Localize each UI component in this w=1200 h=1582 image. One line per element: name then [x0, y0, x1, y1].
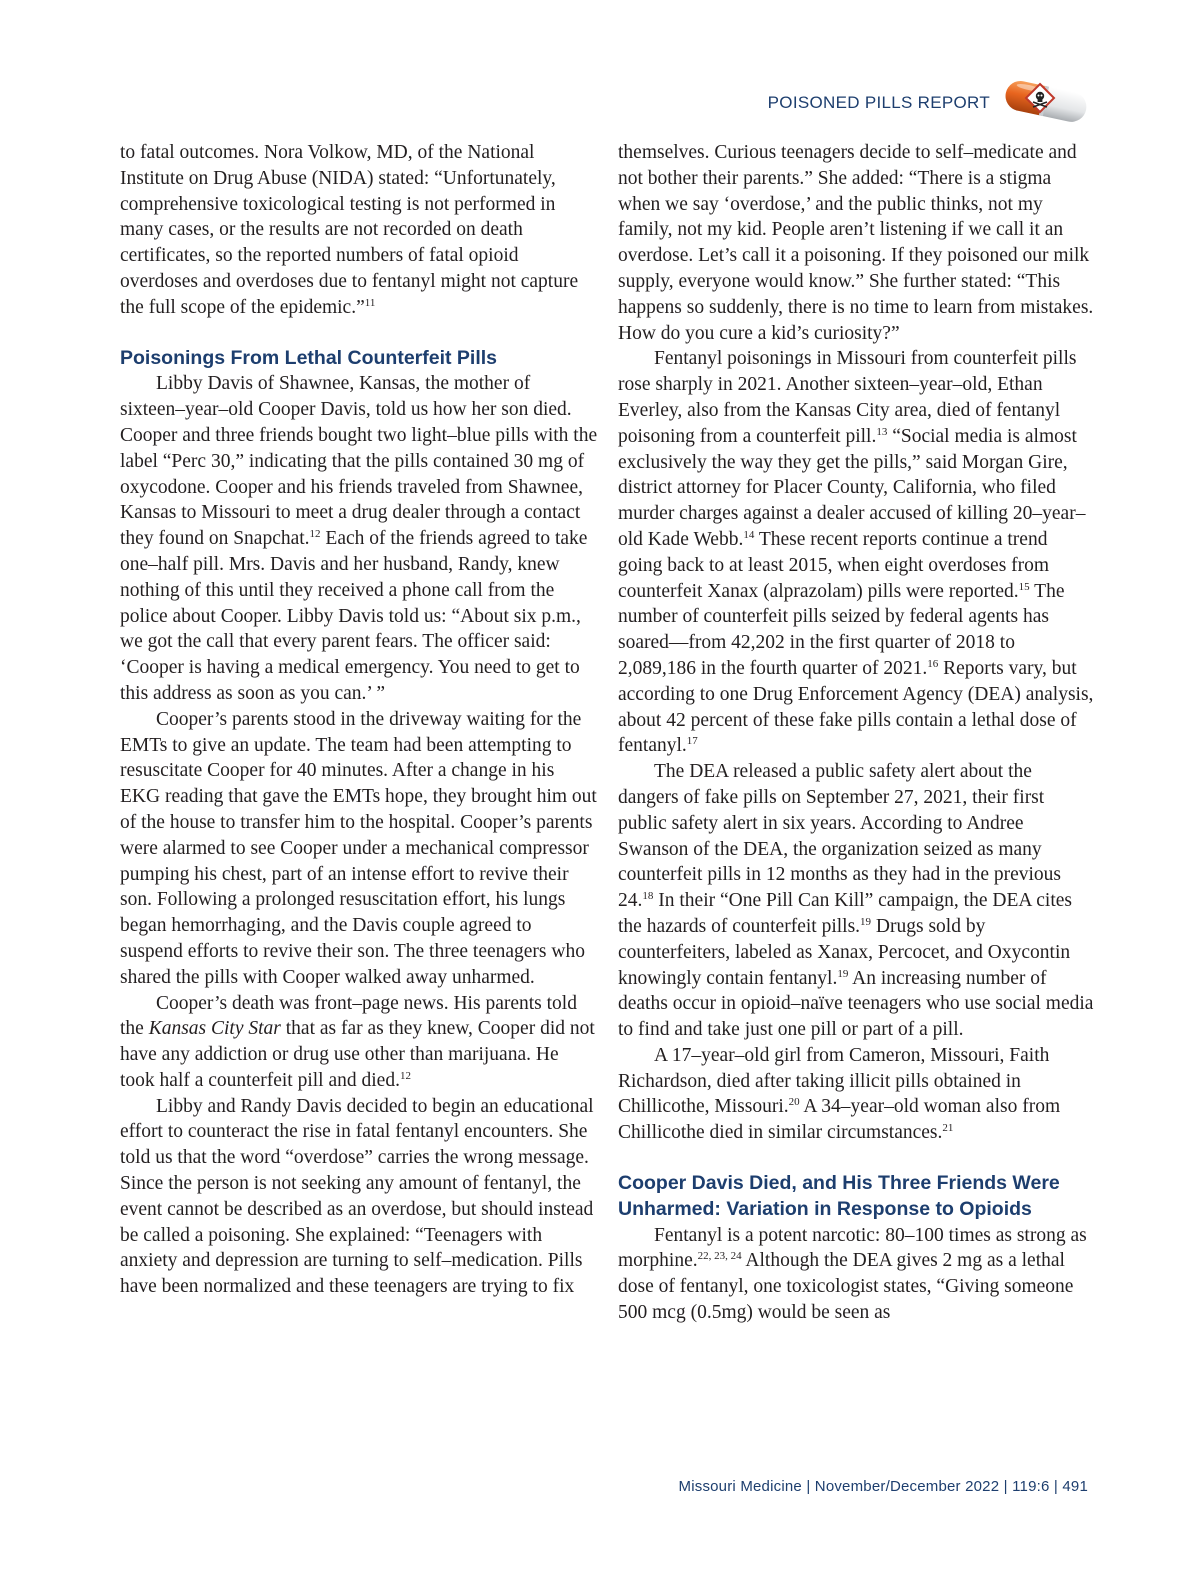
footnote-ref: 13: [876, 425, 888, 438]
publication-title: Kansas City Star: [148, 1018, 281, 1040]
paragraph: Fentanyl poisonings in Missouri from counterfeit pills rose sharply in 2021. Another sixteen–year–old, Ethan Everley, also from the Kansas City area, died of fentanyl poisoning from a counterfeit pill.$^{13}$ “Social media is almost exclusively the way they get the pills,” said Morgan Gire, district attorney for Placer County, California, who filed murder charges against a dealer accused of killing 20–year–old Kade Webb.$^{14}$ These recent reports continue a trend going back to at least 2015, when eight overdoses from counterfeit Xanax (alprazolam) pills were reported.$^{15}$ The number of counterfeit pills seized by federal agents has soared—from 42,202 in the first quarter of 2018 to 2,089,186 in the fourth quarter of 2021.16 Reports vary, but according to one Drug Enforcement Agency (DEA) analysis, about 42 percent of these fake pills contain a lethal dose of fentanyl.$^{17}$: [618, 348, 1094, 757]
paragraph: Cooper’s parents stood in the driveway waiting for the EMTs to give an update. The team had been attempting to resuscitate Cooper for 40 minutes. After a change in his EKG reading that gave the EMTs hope, they brought him out of the house to transfer him to the hospital. Cooper’s parents were alarmed to see Cooper under a mechanical compressor pumping his chest, part of an intense effort to revive their son. Following a prolonged resuscitation effort, his lungs began hemorrhaging, and the Davis couple agreed to suspend efforts to revive their son. The three teenagers who shared the pills with Cooper walked away unharmed.: [120, 708, 597, 988]
paragraph: The DEA released a public safety alert about the dangers of fake pills on September 27, 2021, their first public safety alert in six years. According to Andree Swanson of the DEA, the organization seized as many counterfeit pills in 12 months as they had in the previous 24.18 In their “One Pill Can Kill” campaign, the DEA cites the hazards of counterfeit pills.$^{19}$ Drugs sold by counterfeiters, labeled as Xanax, Percocet, and Oxycontin knowingly contain fentanyl.$^{19}$ An increasing number of deaths occur in opioid–naïve teenagers who use social media to find and take just one pill or part of a pill.: [618, 761, 1094, 1041]
footnote-ref: 19: [837, 967, 849, 980]
left-column: [120, 140, 598, 1300]
paragraph: to fatal outcomes. Nora Volkow, MD, of the National Institute on Drug Abuse (NIDA) stated: “Unfortunately, comprehensive toxicological testing is not performed in many cases, or the results are not recorded on death certificates, so the reported numbers of fatal opioid overdoses and overdoses due to fentanyl might not capture the full scope of the epidemic.”$^{11}$: [120, 142, 579, 318]
paragraph: Libby Davis of Shawnee, Kansas, the mother of sixteen–year–old Cooper Davis, told us how her son died. Cooper and three friends bought two light–blue pills with the label “Perc 30,” indicating that the pills contained 30 mg of oxycodone. Cooper and his friends traveled from Shawnee, Kansas to Missouri to meet a drug dealer through a contact they found on Snapchat.$^{12}$ Each of the friends agreed to take one–half pill. Mrs. Davis and her husband, Randy, knew nothing of this until they received a phone call from the police about Cooper. Libby Davis told us: “About six p.m., we got the call that every parent fears. The officer said: ‘Cooper is having a medical emergency. You need to get to this address as soon as you can.’ ”: [120, 373, 598, 704]
right-column: [618, 140, 1096, 1326]
footnote-ref: 14: [743, 528, 755, 541]
poison-pill-capsule-icon: [996, 76, 1092, 126]
footnote-ref: 15: [1018, 580, 1030, 593]
footnote-ref: 12: [309, 528, 321, 541]
footnote-ref: 21: [942, 1122, 954, 1135]
footnote-ref: 20: [788, 1096, 800, 1109]
section-heading: Cooper Davis Died, and His Three Friends Were Unharmed: Variation in Response to Opioids: [618, 1172, 1060, 1220]
footnote-ref: 16: [927, 657, 939, 670]
paragraph: Libby and Randy Davis decided to begin an educational effort to counteract the rise in fatal fentanyl encounters. She told us that the word “overdose” carries the wrong message. Since the person is not seeking any amount of fentanyl, the event cannot be described as an overdose, but should instead be called a poisoning. She explained: “Teenagers with anxiety and depression are turning to self–medication. Pills have been normalized and these teenagers are trying to fix: [120, 1095, 594, 1298]
footnote-ref: 18: [642, 890, 654, 903]
page-footer: Missouri Medicine | November/December 2022 | 119:6 | 491: [678, 1478, 1088, 1495]
paragraph: Fentanyl is a potent narcotic: 80–100 times as strong as morphine.$^{22, 23, 24}$ Although the DEA gives 2 mg as a lethal dose of fentanyl, one toxicologist states, “Giving someone 500 mcg (0.5mg) would be seen as: [618, 1224, 1087, 1324]
footnote-ref: 19: [860, 915, 872, 928]
paragraph: A 17–year–old girl from Cameron, Missouri, Faith Richardson, died after taking illicit pills obtained in Chillicothe, Missouri.$^{20}$ A 34–year–old woman also from Chillicothe died in similar circumstances.$^{21}$: [618, 1044, 1061, 1144]
report-header: [768, 76, 1092, 126]
paragraph: themselves. Curious teenagers decide to self–medicate and not bother their parents.” She added: “There is a stigma when we say ‘overdose,’ and the public thinks, not my family, not my kid. People aren’t listening if we call it an overdose. Let’s call it a poisoning. If they poisoned our milk supply, everyone would know.” She further stated: “This happens so suddenly, there is no time to learn from mistakes. How do you cure a kid’s curiosity?”: [618, 142, 1094, 344]
paragraph: Cooper’s death was front–page news. His parents told the Kansas City Star that as far as they knew, Cooper did not have any addiction or drug use other than marijuana. He took half a counterfeit pill and died.$^{12}$: [120, 992, 595, 1091]
section-heading: Poisonings From Lethal Counterfeit Pills: [120, 346, 498, 369]
footnote-ref: 22, 23, 24: [697, 1250, 742, 1263]
footnote-ref: 12: [399, 1069, 411, 1082]
footnote-ref: 17: [686, 735, 698, 748]
report-title: POISONED PILLS REPORT: [767, 93, 990, 112]
footnote-ref: 11: [364, 296, 376, 309]
